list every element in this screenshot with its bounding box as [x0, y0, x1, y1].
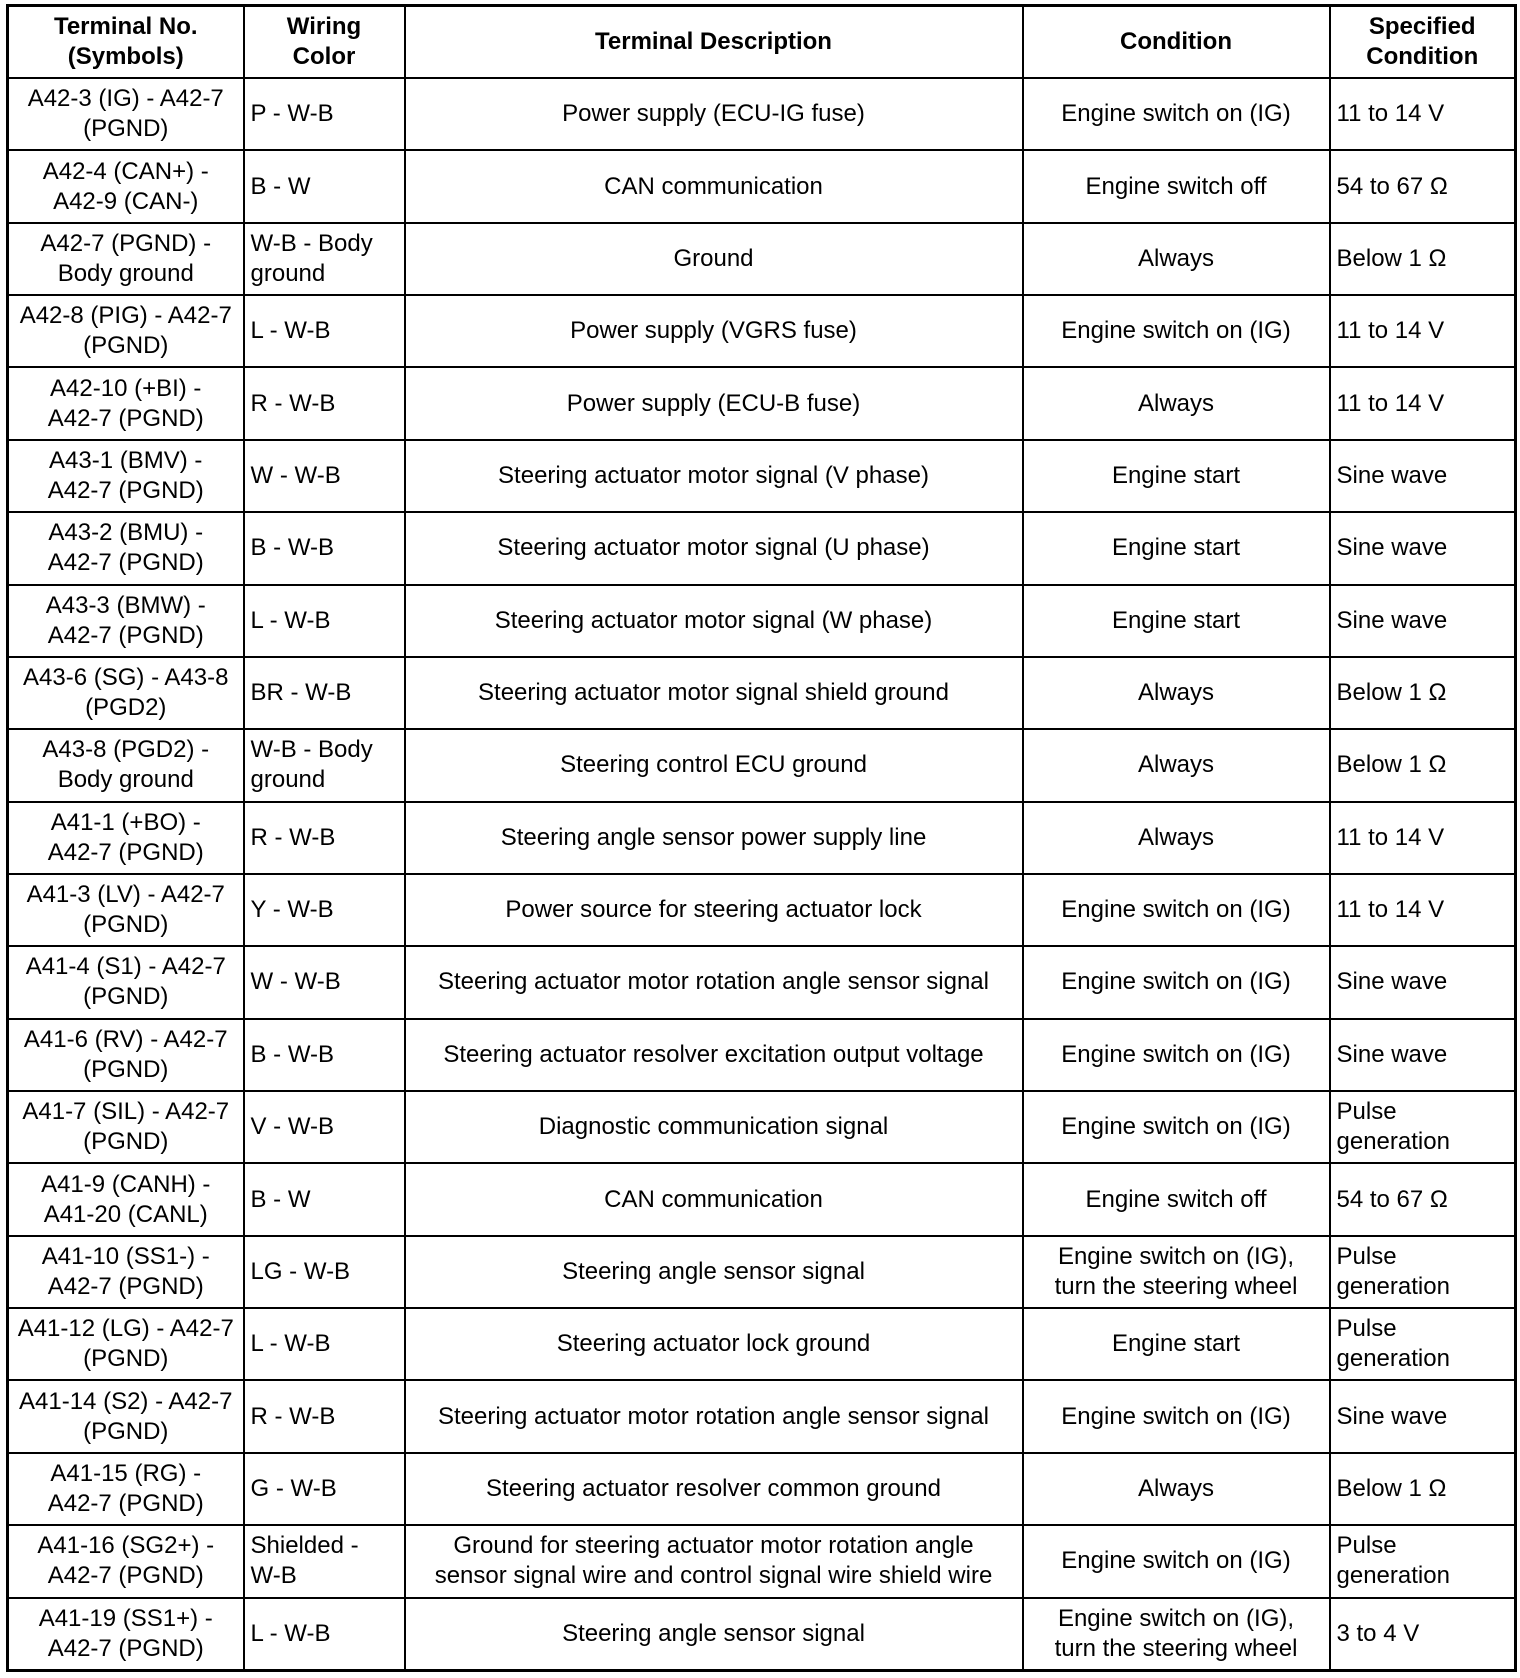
cell-wiring-color: R - W-B — [244, 802, 405, 874]
cell-wiring-color: L - W-B — [244, 1308, 405, 1380]
cell-condition: Engine switch on (IG) — [1023, 1091, 1330, 1163]
cell-specified-condition: 11 to 14 V — [1330, 295, 1516, 367]
cell-terminal: A41-10 (SS1-) - A42-7 (PGND) — [8, 1236, 244, 1308]
cell-specified-condition: 3 to 4 V — [1330, 1598, 1516, 1671]
table-row — [8, 1598, 1516, 1671]
cell-terminal: A41-6 (RV) - A42-7 (PGND) — [8, 1019, 244, 1091]
cell-terminal-description: Steering actuator resolver excitation output voltage — [405, 1019, 1023, 1091]
cell-terminal-description: Steering actuator motor signal shield ground — [405, 657, 1023, 729]
table-row — [8, 512, 1516, 584]
cell-condition: Engine switch on (IG) — [1023, 1525, 1330, 1597]
table-body — [8, 78, 1516, 1671]
table-row — [8, 802, 1516, 874]
cell-terminal-description: Power supply (VGRS fuse) — [405, 295, 1023, 367]
cell-terminal: A41-19 (SS1+) - A42-7 (PGND) — [8, 1598, 244, 1671]
cell-terminal-description: Ground for steering actuator motor rotation angle sensor signal wire and control signal wire shield wire — [405, 1525, 1023, 1597]
cell-terminal-description: Diagnostic communication signal — [405, 1091, 1023, 1163]
table-row — [8, 946, 1516, 1018]
cell-specified-condition: 54 to 67 Ω — [1330, 1163, 1516, 1235]
cell-terminal-description: Power supply (ECU-B fuse) — [405, 367, 1023, 439]
cell-condition: Engine switch on (IG) — [1023, 946, 1330, 1018]
table-row — [8, 585, 1516, 657]
cell-terminal-description: Steering angle sensor signal — [405, 1598, 1023, 1671]
header-terminal-description: Terminal Description — [405, 6, 1023, 79]
cell-terminal: A43-6 (SG) - A43-8 (PGD2) — [8, 657, 244, 729]
table-row — [8, 150, 1516, 222]
table-header-row — [8, 6, 1516, 79]
cell-wiring-color: L - W-B — [244, 1598, 405, 1671]
cell-wiring-color: Shielded - W-B — [244, 1525, 405, 1597]
cell-terminal-description: Ground — [405, 223, 1023, 295]
cell-wiring-color: Y - W-B — [244, 874, 405, 946]
table-row — [8, 1163, 1516, 1235]
cell-terminal: A43-8 (PGD2) - Body ground — [8, 729, 244, 801]
cell-wiring-color: W-B - Body ground — [244, 729, 405, 801]
table-row — [8, 1019, 1516, 1091]
cell-condition: Always — [1023, 367, 1330, 439]
cell-specified-condition: Below 1 Ω — [1330, 1453, 1516, 1525]
cell-wiring-color: L - W-B — [244, 295, 405, 367]
header-specified-condition: Specified Condition — [1330, 6, 1516, 79]
cell-terminal-description: CAN communication — [405, 1163, 1023, 1235]
cell-terminal-description: Steering actuator resolver common ground — [405, 1453, 1023, 1525]
table-row — [8, 1525, 1516, 1597]
cell-terminal-description: Steering actuator motor signal (W phase) — [405, 585, 1023, 657]
cell-condition: Engine switch on (IG) — [1023, 1019, 1330, 1091]
table-row — [8, 295, 1516, 367]
cell-terminal: A41-7 (SIL) - A42-7 (PGND) — [8, 1091, 244, 1163]
cell-terminal: A42-10 (+BI) - A42-7 (PGND) — [8, 367, 244, 439]
cell-terminal-description: CAN communication — [405, 150, 1023, 222]
table-row — [8, 78, 1516, 150]
header-terminal: Terminal No. (Symbols) — [8, 6, 244, 79]
cell-condition: Engine switch on (IG) — [1023, 78, 1330, 150]
cell-condition: Always — [1023, 657, 1330, 729]
cell-terminal: A41-14 (S2) - A42-7 (PGND) — [8, 1380, 244, 1452]
table-row — [8, 367, 1516, 439]
cell-wiring-color: G - W-B — [244, 1453, 405, 1525]
cell-condition: Always — [1023, 1453, 1330, 1525]
cell-specified-condition: Sine wave — [1330, 946, 1516, 1018]
cell-specified-condition: Sine wave — [1330, 512, 1516, 584]
table-row — [8, 1091, 1516, 1163]
table-row — [8, 1453, 1516, 1525]
cell-wiring-color: P - W-B — [244, 78, 405, 150]
cell-wiring-color: W - W-B — [244, 946, 405, 1018]
cell-terminal: A43-3 (BMW) - A42-7 (PGND) — [8, 585, 244, 657]
cell-specified-condition: Below 1 Ω — [1330, 729, 1516, 801]
header-wiring-color: Wiring Color — [244, 6, 405, 79]
table-row — [8, 1236, 1516, 1308]
cell-condition: Always — [1023, 223, 1330, 295]
cell-condition: Engine start — [1023, 440, 1330, 512]
cell-wiring-color: B - W-B — [244, 1019, 405, 1091]
cell-specified-condition: Pulse generation — [1330, 1236, 1516, 1308]
cell-condition: Engine switch on (IG) — [1023, 874, 1330, 946]
cell-terminal: A41-15 (RG) - A42-7 (PGND) — [8, 1453, 244, 1525]
cell-condition: Engine switch off — [1023, 1163, 1330, 1235]
cell-specified-condition: Sine wave — [1330, 440, 1516, 512]
cell-terminal: A43-1 (BMV) - A42-7 (PGND) — [8, 440, 244, 512]
terminal-table-sheet — [6, 4, 1514, 1672]
cell-terminal-description: Steering control ECU ground — [405, 729, 1023, 801]
cell-wiring-color: L - W-B — [244, 585, 405, 657]
cell-condition: Engine start — [1023, 512, 1330, 584]
cell-terminal: A41-3 (LV) - A42-7 (PGND) — [8, 874, 244, 946]
cell-terminal: A42-7 (PGND) - Body ground — [8, 223, 244, 295]
cell-specified-condition: Sine wave — [1330, 585, 1516, 657]
cell-condition: Engine switch off — [1023, 150, 1330, 222]
cell-condition: Engine start — [1023, 1308, 1330, 1380]
cell-terminal: A41-4 (S1) - A42-7 (PGND) — [8, 946, 244, 1018]
cell-wiring-color: BR - W-B — [244, 657, 405, 729]
cell-wiring-color: LG - W-B — [244, 1236, 405, 1308]
cell-specified-condition: 11 to 14 V — [1330, 802, 1516, 874]
cell-terminal: A42-8 (PIG) - A42-7 (PGND) — [8, 295, 244, 367]
cell-condition: Always — [1023, 729, 1330, 801]
cell-terminal: A41-1 (+BO) - A42-7 (PGND) — [8, 802, 244, 874]
cell-wiring-color: W - W-B — [244, 440, 405, 512]
cell-terminal-description: Steering actuator motor rotation angle sensor signal — [405, 1380, 1023, 1452]
cell-wiring-color: B - W — [244, 1163, 405, 1235]
cell-condition: Engine switch on (IG) — [1023, 1380, 1330, 1452]
cell-terminal-description: Power supply (ECU-IG fuse) — [405, 78, 1023, 150]
cell-condition: Engine switch on (IG), turn the steering wheel — [1023, 1598, 1330, 1671]
cell-terminal-description: Steering actuator motor rotation angle sensor signal — [405, 946, 1023, 1018]
cell-terminal-description: Power source for steering actuator lock — [405, 874, 1023, 946]
table-row — [8, 223, 1516, 295]
cell-terminal-description: Steering angle sensor signal — [405, 1236, 1023, 1308]
cell-specified-condition: 54 to 67 Ω — [1330, 150, 1516, 222]
cell-terminal-description: Steering angle sensor power supply line — [405, 802, 1023, 874]
cell-specified-condition: 11 to 14 V — [1330, 78, 1516, 150]
cell-specified-condition: Below 1 Ω — [1330, 657, 1516, 729]
cell-terminal: A43-2 (BMU) - A42-7 (PGND) — [8, 512, 244, 584]
header-condition: Condition — [1023, 6, 1330, 79]
table-row — [8, 874, 1516, 946]
cell-condition: Engine switch on (IG), turn the steering wheel — [1023, 1236, 1330, 1308]
cell-specified-condition: Pulse generation — [1330, 1308, 1516, 1380]
cell-condition: Engine switch on (IG) — [1023, 295, 1330, 367]
cell-condition: Engine start — [1023, 585, 1330, 657]
table-row — [8, 657, 1516, 729]
cell-terminal: A41-9 (CANH) - A41-20 (CANL) — [8, 1163, 244, 1235]
cell-specified-condition: Below 1 Ω — [1330, 223, 1516, 295]
cell-terminal-description: Steering actuator motor signal (V phase) — [405, 440, 1023, 512]
table-row — [8, 1380, 1516, 1452]
cell-specified-condition: Pulse generation — [1330, 1525, 1516, 1597]
cell-terminal: A41-12 (LG) - A42-7 (PGND) — [8, 1308, 244, 1380]
terminal-table — [6, 4, 1517, 1672]
table-row — [8, 1308, 1516, 1380]
cell-wiring-color: R - W-B — [244, 367, 405, 439]
cell-wiring-color: V - W-B — [244, 1091, 405, 1163]
cell-specified-condition: 11 to 14 V — [1330, 367, 1516, 439]
cell-specified-condition: Sine wave — [1330, 1380, 1516, 1452]
cell-wiring-color: B - W-B — [244, 512, 405, 584]
cell-terminal: A41-16 (SG2+) - A42-7 (PGND) — [8, 1525, 244, 1597]
cell-specified-condition: Pulse generation — [1330, 1091, 1516, 1163]
table-row — [8, 729, 1516, 801]
cell-specified-condition: Sine wave — [1330, 1019, 1516, 1091]
cell-wiring-color: R - W-B — [244, 1380, 405, 1452]
cell-terminal-description: Steering actuator lock ground — [405, 1308, 1023, 1380]
cell-specified-condition: 11 to 14 V — [1330, 874, 1516, 946]
cell-wiring-color: B - W — [244, 150, 405, 222]
table-row — [8, 440, 1516, 512]
cell-terminal: A42-3 (IG) - A42-7 (PGND) — [8, 78, 244, 150]
cell-terminal: A42-4 (CAN+) - A42-9 (CAN-) — [8, 150, 244, 222]
cell-terminal-description: Steering actuator motor signal (U phase) — [405, 512, 1023, 584]
cell-wiring-color: W-B - Body ground — [244, 223, 405, 295]
cell-condition: Always — [1023, 802, 1330, 874]
